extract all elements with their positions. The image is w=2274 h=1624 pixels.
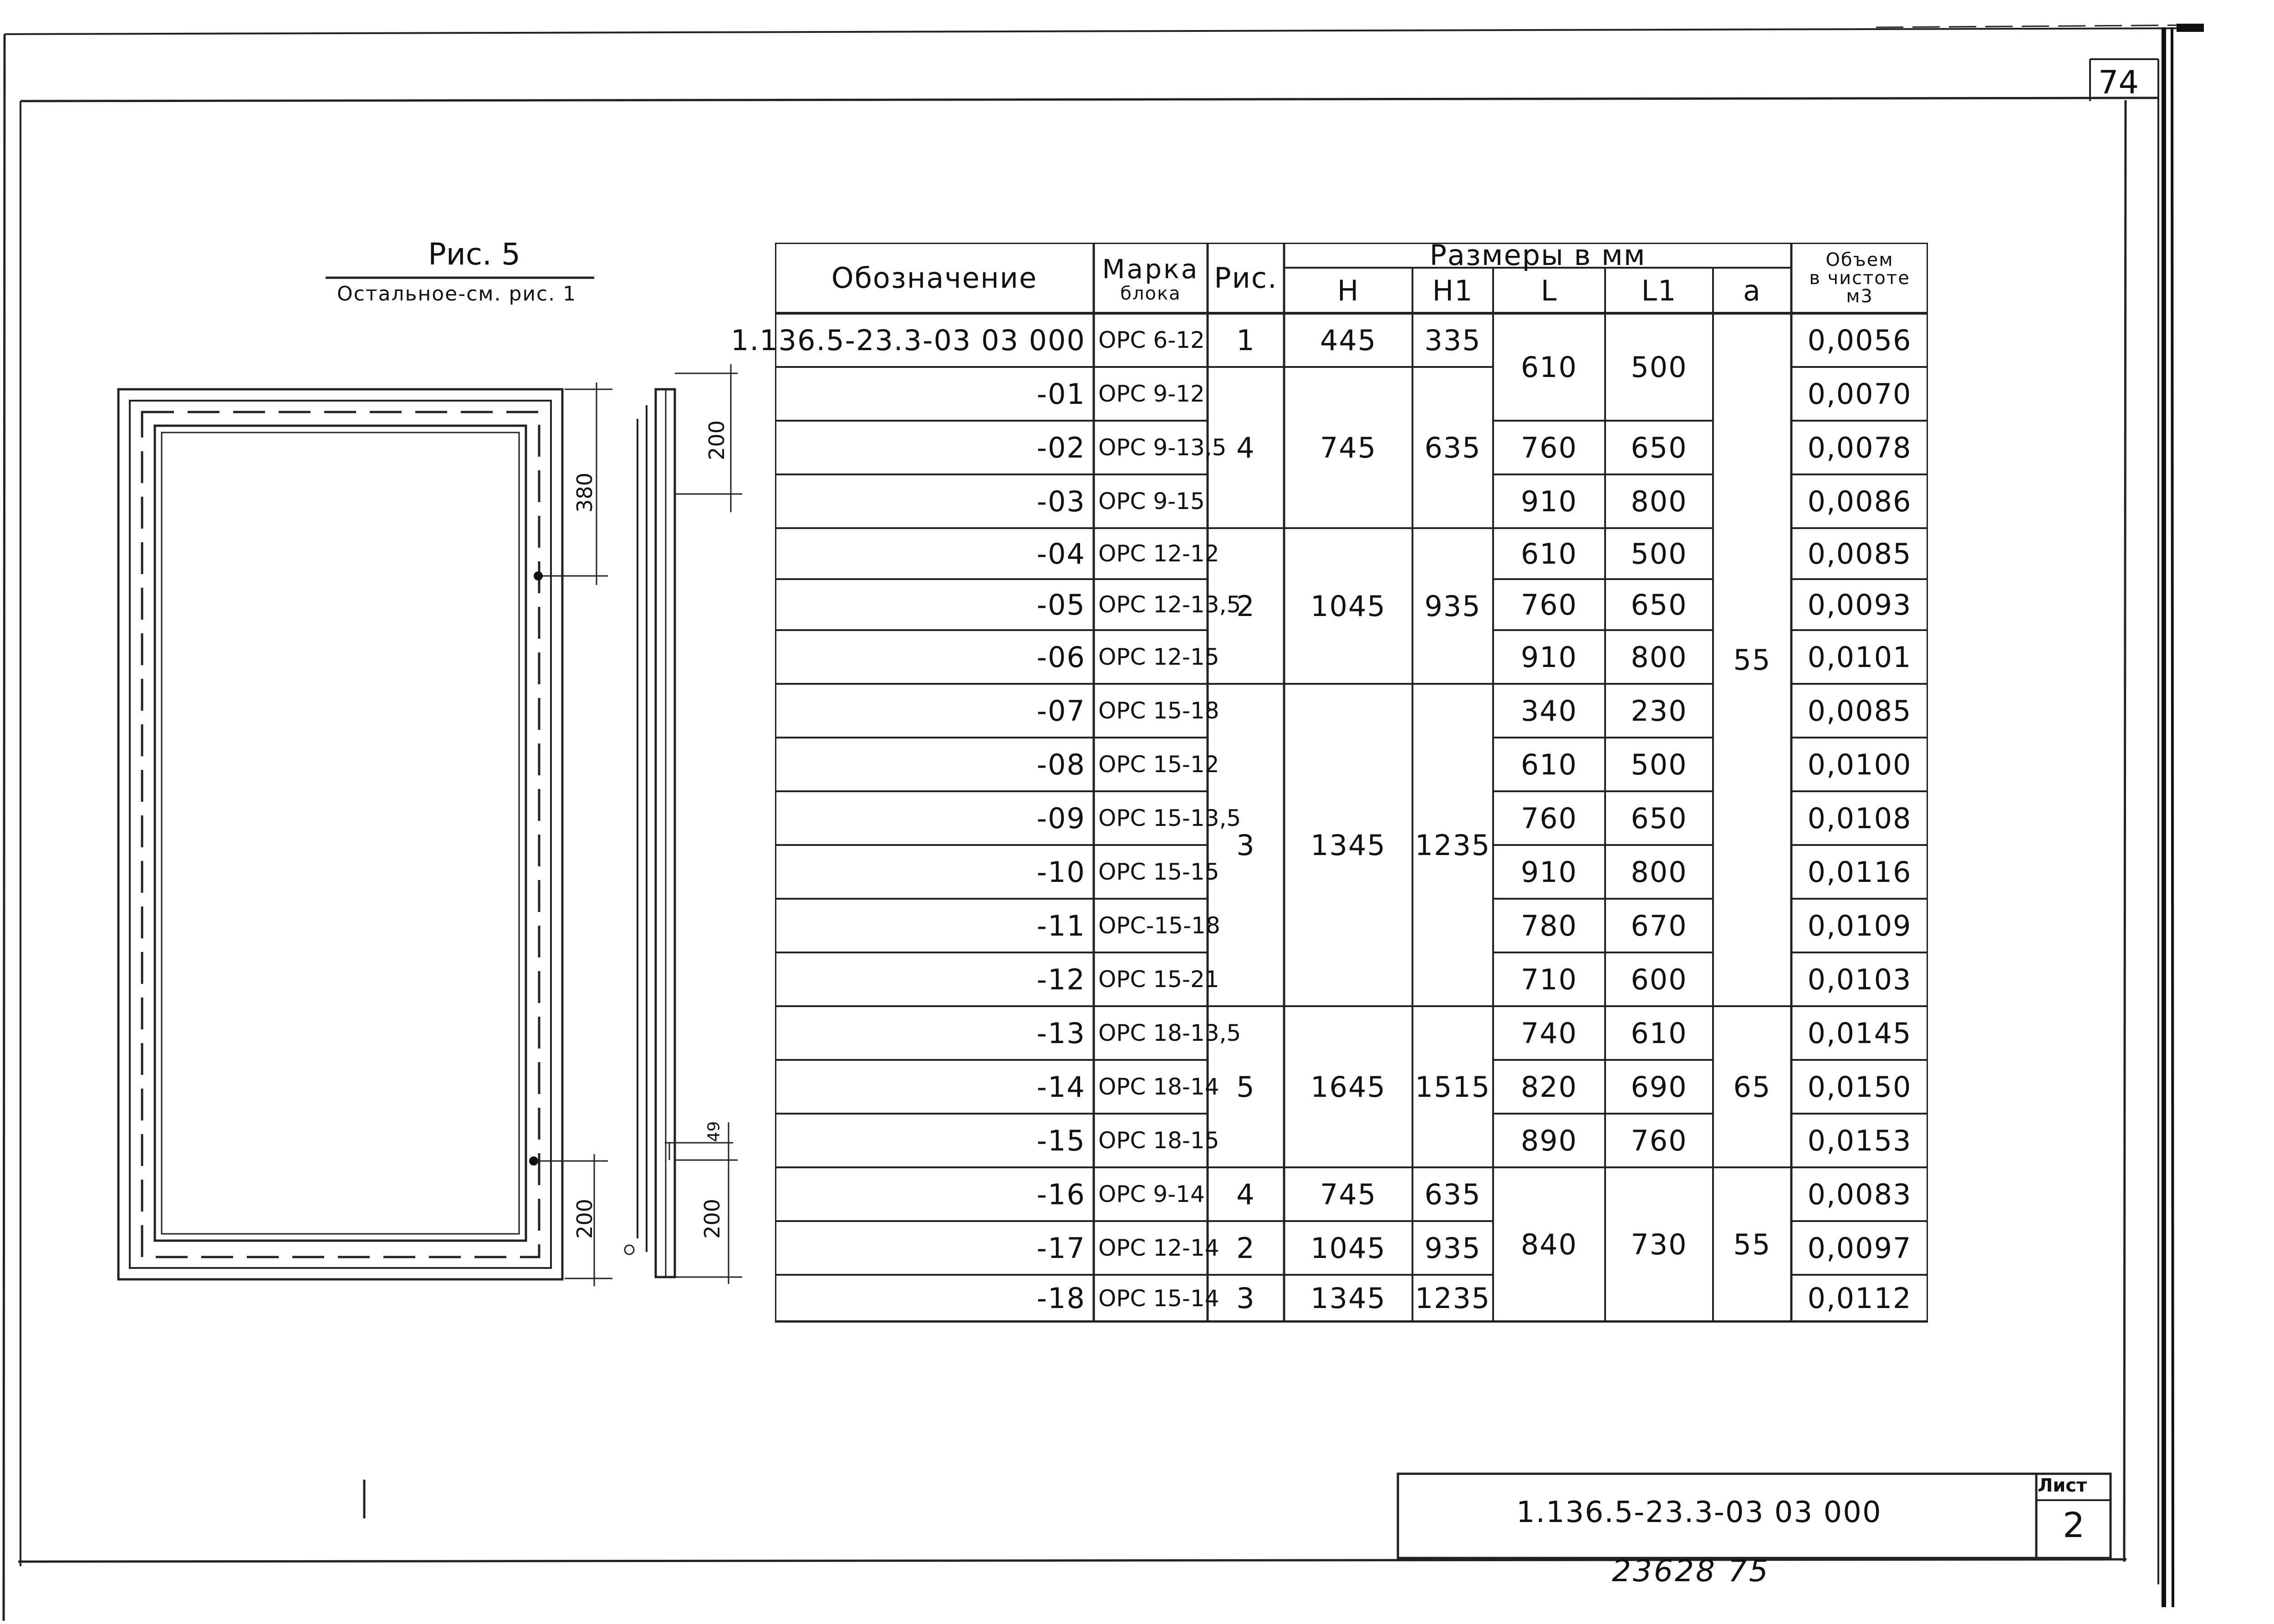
table-cell-l1: 600: [1631, 962, 1688, 996]
table-cell-fig: 3: [1236, 828, 1255, 862]
dim-200-bottom: 200: [572, 1199, 597, 1239]
figure-title: Рис. 5: [428, 237, 520, 272]
table-row-volume: 0,0153: [1807, 1124, 1912, 1157]
table-row-designation: -11: [1036, 909, 1086, 942]
table-cell-fig: 4: [1236, 431, 1255, 464]
table-row-volume: 0,0112: [1807, 1282, 1912, 1315]
table-row-volume: 0,0150: [1807, 1070, 1912, 1104]
table-cell-l: 340: [1520, 694, 1578, 728]
table-row-mark: ОРС 15-14: [1098, 1285, 1219, 1312]
table-row-volume: 0,0097: [1807, 1231, 1912, 1265]
table-cell-h: 1045: [1310, 1231, 1386, 1265]
header-fig: Рис.: [1214, 261, 1278, 295]
table-cell-l1: 690: [1631, 1070, 1688, 1104]
table-row-mark: ОРС 12-12: [1098, 540, 1219, 567]
corner-sheet-number: 74: [2098, 64, 2139, 101]
table-row-mark: ОРС 15-18: [1098, 697, 1219, 724]
table-cell-h: 1045: [1310, 589, 1386, 623]
header-h1: H1: [1432, 274, 1474, 307]
table-cell-fig: 3: [1236, 1282, 1255, 1315]
table-row-designation: -14: [1036, 1070, 1086, 1104]
table-row-volume: 0,0093: [1807, 588, 1912, 621]
table-row-volume: 0,0103: [1807, 962, 1912, 996]
table-cell-h: 1345: [1310, 1282, 1386, 1315]
table-cell-l: 760: [1520, 801, 1578, 835]
header-l1: L1: [1641, 274, 1677, 307]
table-row-designation: -15: [1036, 1124, 1086, 1157]
table-cell-h1: 1235: [1415, 1282, 1491, 1315]
table-row-mark: ОРС 18-15: [1098, 1127, 1219, 1154]
table-row-designation: -02: [1036, 431, 1086, 464]
table-cell-l: 910: [1520, 484, 1578, 518]
table-cell-fig: 4: [1236, 1177, 1255, 1211]
table-cell-h: 745: [1320, 431, 1377, 464]
table-cell-l1: 500: [1631, 537, 1688, 570]
dim-200-side-bottom: 200: [699, 1199, 724, 1239]
table-row-volume: 0,0070: [1807, 377, 1912, 411]
header-l: L: [1540, 274, 1558, 307]
table-row-volume: 0,0100: [1807, 748, 1912, 781]
table-cell-l1: 500: [1631, 350, 1688, 384]
header-sizes: Размеры в мм: [1429, 238, 1646, 272]
table-cell-h: 745: [1320, 1177, 1377, 1211]
table-row-mark: ОРС 6-12: [1098, 327, 1205, 353]
table-row-designation: -01: [1036, 377, 1086, 411]
header-volume-3: м3: [1846, 285, 1873, 307]
table-row-volume: 0,0056: [1807, 323, 1912, 357]
table-row-designation: -04: [1036, 537, 1086, 570]
table-row-mark: ОРС 18-14: [1098, 1074, 1219, 1100]
table-row-designation: -09: [1036, 801, 1086, 835]
table-cell-l: 910: [1520, 640, 1578, 674]
table-cell-l1: 670: [1631, 909, 1688, 942]
table-row-mark: ОРС 12-15: [1098, 644, 1219, 670]
dim-380: 380: [572, 473, 597, 513]
table-cell-h1: 635: [1424, 1177, 1481, 1211]
table-row-mark: ОРС-15-18: [1098, 912, 1220, 939]
table-row-mark: ОРС 9-13,5: [1098, 434, 1227, 461]
table-row-volume: 0,0108: [1807, 801, 1912, 835]
table-row-volume: 0,0085: [1807, 694, 1912, 728]
table-cell-h: 1645: [1310, 1070, 1386, 1104]
table-cell-h1: 1235: [1415, 828, 1491, 862]
table-cell-l1: 760: [1631, 1124, 1688, 1157]
table-cell-l1: 800: [1631, 484, 1688, 518]
table-cell-l: 840: [1520, 1228, 1578, 1261]
table-cell-l1: 650: [1631, 801, 1688, 835]
table-row-mark: ОРС 9-14: [1098, 1181, 1205, 1207]
table-row-designation: -06: [1036, 640, 1086, 674]
table-cell-h: 445: [1320, 323, 1377, 357]
table-row-volume: 0,0078: [1807, 431, 1912, 464]
table-row-designation: -13: [1036, 1016, 1086, 1050]
table-cell-h1: 935: [1424, 1231, 1481, 1265]
table-cell-l1: 800: [1631, 855, 1688, 889]
table-cell-l: 610: [1520, 537, 1578, 570]
table-row-designation: -10: [1036, 855, 1086, 889]
table-cell-h1: 1515: [1415, 1070, 1491, 1104]
table-cell-l: 760: [1520, 431, 1578, 464]
header-mark-sublabel: блока: [1120, 283, 1181, 304]
table-cell-fig: 2: [1236, 589, 1255, 623]
table-row-designation: -16: [1036, 1177, 1086, 1211]
table-row-volume: 0,0116: [1807, 855, 1912, 889]
table-cell-l: 780: [1520, 909, 1578, 942]
table-cell-a: 55: [1733, 643, 1771, 677]
table-cell-a: 65: [1733, 1070, 1771, 1104]
table-cell-h: 1345: [1310, 828, 1386, 862]
table-cell-l1: 230: [1631, 694, 1688, 728]
table-row-mark: ОРС 15-12: [1098, 751, 1219, 778]
table-cell-fig: 1: [1236, 323, 1255, 357]
table-row-designation: -03: [1036, 484, 1086, 518]
table-row-mark: ОРС 18-13,5: [1098, 1020, 1241, 1046]
archive-stamp: 23628 75: [1612, 1553, 1770, 1588]
sheet-label: Лист: [2038, 1475, 2087, 1496]
table-cell-l: 760: [1520, 588, 1578, 621]
table-cell-l: 890: [1520, 1124, 1578, 1157]
table-row-volume: 0,0086: [1807, 484, 1912, 518]
table-cell-l1: 730: [1631, 1228, 1688, 1261]
header-designation: Обозначение: [831, 261, 1038, 295]
table-cell-fig: 5: [1236, 1070, 1255, 1104]
table-row-designation: -08: [1036, 748, 1086, 781]
title-block-code: 1.136.5-23.3-03 03 000: [1516, 1496, 1882, 1529]
dim-200-side-top: 200: [704, 420, 729, 460]
table-cell-h1: 935: [1424, 589, 1481, 623]
table-cell-l: 910: [1520, 855, 1578, 889]
table-cell-l1: 610: [1631, 1016, 1688, 1050]
table-row-mark: ОРС 9-15: [1098, 488, 1205, 514]
table-cell-h1: 635: [1424, 431, 1481, 464]
figure-subtitle: Остальное-см. рис. 1: [337, 282, 577, 305]
table-row-mark: ОРС 15-13,5: [1098, 805, 1241, 831]
header-volume-1: Объем: [1825, 249, 1894, 270]
table-row-volume: 0,0083: [1807, 1177, 1912, 1211]
table-cell-l: 610: [1520, 748, 1578, 781]
table-cell-l: 610: [1520, 350, 1578, 384]
table-row-mark: ОРС 12-13,5: [1098, 591, 1241, 618]
table-row-designation: -18: [1036, 1282, 1086, 1315]
table-row-designation: -12: [1036, 962, 1086, 996]
table-cell-l1: 800: [1631, 640, 1688, 674]
header-mark-label: Марка: [1102, 253, 1199, 285]
table-row-volume: 0,0085: [1807, 537, 1912, 570]
table-cell-l: 710: [1520, 962, 1578, 996]
header-h: H: [1337, 274, 1360, 307]
dim-49: 49: [704, 1121, 724, 1142]
table-cell-fig: 2: [1236, 1231, 1255, 1265]
table-row-designation: 1.136.5-23.3-03 03 000: [731, 323, 1086, 357]
table-row-designation: -07: [1036, 694, 1086, 728]
table-row-volume: 0,0145: [1807, 1016, 1912, 1050]
table-cell-h1: 335: [1424, 323, 1481, 357]
table-row-mark: ОРС 15-21: [1098, 966, 1219, 993]
table-row-mark: ОРС 15-15: [1098, 859, 1219, 885]
table-row-volume: 0,0109: [1807, 909, 1912, 942]
table-row-volume: 0,0101: [1807, 640, 1912, 674]
table-cell-l: 820: [1520, 1070, 1578, 1104]
sheet-number: 2: [2063, 1505, 2085, 1545]
table-cell-l1: 650: [1631, 431, 1688, 464]
table-cell-l1: 500: [1631, 748, 1688, 781]
table-cell-l1: 650: [1631, 588, 1688, 621]
table-cell-a: 55: [1733, 1228, 1771, 1261]
table-cell-l: 740: [1520, 1016, 1578, 1050]
header-volume-2: в чистоте: [1809, 267, 1910, 289]
table-row-designation: -05: [1036, 588, 1086, 621]
table-row-designation: -17: [1036, 1231, 1086, 1265]
table-row-mark: ОРС 9-12: [1098, 381, 1205, 407]
table-row-mark: ОРС 12-14: [1098, 1235, 1219, 1261]
header-a: a: [1743, 274, 1761, 307]
